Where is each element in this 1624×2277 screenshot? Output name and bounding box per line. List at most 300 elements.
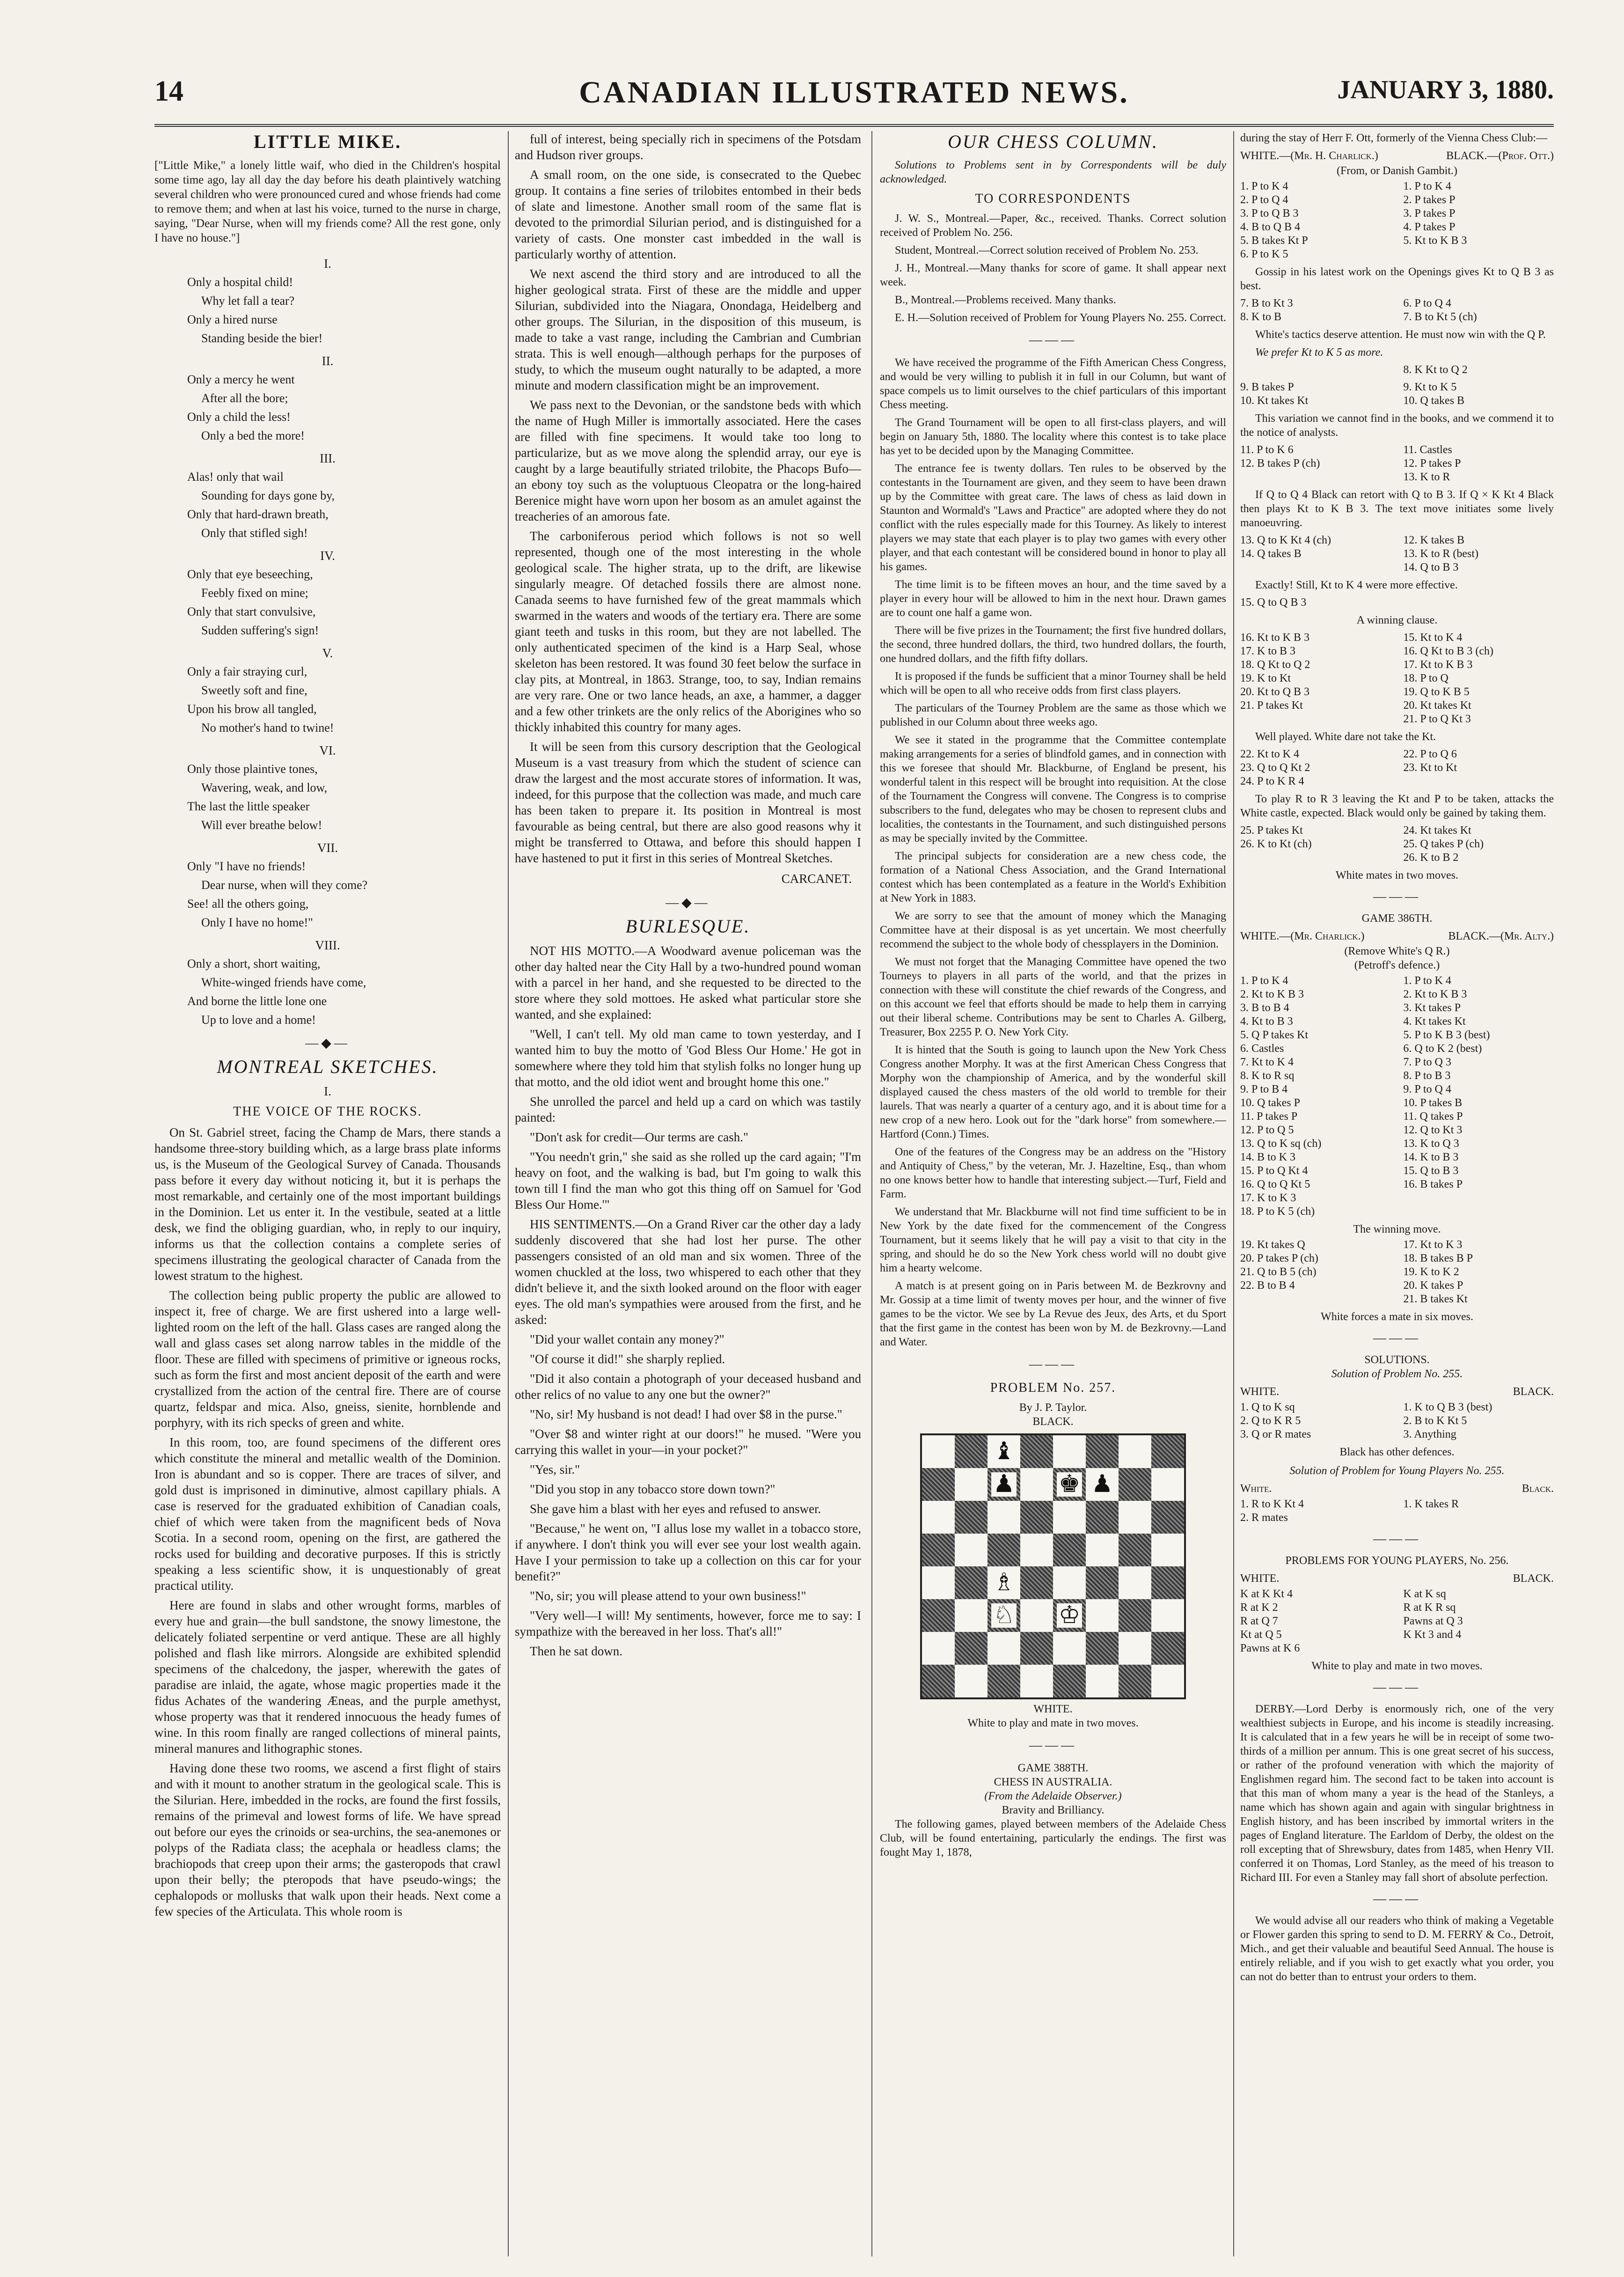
move-list xyxy=(1240,443,1554,484)
problem-author: By J. P. Taylor. xyxy=(1019,1402,1087,1414)
move: 23. Kt to Kt xyxy=(1403,762,1457,774)
black-moves xyxy=(1403,297,1554,324)
paragraph: The collection being public property the public are allowed to inspect it, free of charge. We are first ushered into a large well-lighted room on the left of the hall. Glass cases are ranged along the wall and glass cases set along narrow tables in the middle of the floor. These are filled with specimens of primitive or igneous rocks, such as form the first and most ancient deposit of the earth and were crystallized from the action of the central fire. There are of course quartz, feldspar and mica. Also, gneiss, sienite, hornblende and porphyry, with its rich specks of green and white. xyxy=(154,1288,501,1430)
move: 4. Kt takes Kt xyxy=(1403,1015,1466,1028)
solution-header xyxy=(1240,1385,1554,1399)
game-intro-continued: during the stay of Herr F. Ott, formerly of the Vienna Chess Club:— xyxy=(1240,132,1548,144)
move: 4. B to Q B 4 xyxy=(1240,221,1301,233)
board-square xyxy=(1086,1599,1119,1632)
paragraph: There will be five prizes in the Tournament; the first five hundred dollars, the second, three hundred dollars, the third, two hundred dollars, the fourth, one hundred dollars, and the fifth fifty dollars. xyxy=(880,624,1226,665)
move: 1. K takes R xyxy=(1403,1498,1459,1510)
board-square xyxy=(955,1665,988,1697)
chess-board xyxy=(920,1433,1186,1699)
poem-line: Only a hired nurse xyxy=(187,313,278,326)
poem-line: Only a fair straying curl, xyxy=(187,665,307,678)
paragraph: We see it stated in the programme that the Committee contemplate making arrangements for a series of blindfold games, and in connection with this we foresee that should Mr. Blackburne, of England be present, his wonderful talent in this respect will be brought into requisition. At the close of the Tournament the Congress will convene. The Congress is to comprise subscribers to the fund, delegates who may be chosen to represent clubs and localities, the contestants in the Tournament, and such distinguished persons as may be specially invited by the Committee. xyxy=(880,734,1226,845)
paragraph: E. H.—Solution received of Problem for Young Players No. 255. Correct. xyxy=(895,312,1226,324)
paragraph: The entrance fee is twenty dollars. Ten rules to be observed by the contestants in the Tournament are given, and they seem to have been drawn up by the Committee with great care. The laws of chess as laid down in Staunton and Wormald's "Laws and Practice" are adopted where they do not conflict with the rules especially made for this Tourney. As likely to interest players we may state that each player is to play two games with every other player, and that each contestant will be considered bound in honor to play all his games. xyxy=(880,463,1226,573)
board-square xyxy=(1020,1435,1053,1468)
paragraph: Then he sat down. xyxy=(530,1644,622,1658)
paragraph: A small room, on the one side, is consecrated to the Quebec group. It contains a fine series of trilobites entombed in their beds of slate and limestone. Another small room of the same flat is devoted to the primordial Silurian period, and is distinguished for a variety of casts. One monster cast imbedded in the wall is particularly worthy of attention. xyxy=(515,168,861,261)
paragraph: We must not forget that the Managing Committee have opened the two Tourneys to players in all parts of the world, and that the prizes in connection with these will constitute the chief rewards of the Congress, and on this account we feel that efforts should be made to help them in carrying out their liberal scheme. Contributions may be sent to Charles A. Gilberg, Treasurer, Box 2255 P. O. New York City. xyxy=(880,956,1226,1038)
move: 7. B to Kt 5 (ch) xyxy=(1403,311,1477,323)
move: Pawns at K 6 xyxy=(1240,1642,1300,1654)
column-1 xyxy=(154,131,501,2256)
ornament-divider: ——— xyxy=(1029,1738,1077,1753)
move: 8. P to B 3 xyxy=(1403,1070,1451,1082)
chess-piece-square xyxy=(988,1566,1020,1599)
move: 14. Q to B 3 xyxy=(1403,561,1459,573)
move-list xyxy=(1240,596,1554,610)
move-list xyxy=(1240,381,1554,408)
board-square xyxy=(1086,1534,1119,1566)
issue-date: JANUARY 3, 1880. xyxy=(1337,75,1554,104)
move: 2. P takes P xyxy=(1403,194,1456,206)
board-black-label: BLACK. xyxy=(1032,1416,1074,1428)
move: 12. B takes P (ch) xyxy=(1240,457,1320,470)
black-moves xyxy=(1403,824,1554,865)
chess-piece-square xyxy=(988,1435,1020,1468)
white-label: WHITE. xyxy=(1240,1386,1280,1398)
paragraph: "Because," he went on, "I allus lose my wallet in a tobacco store, if anywhere. I don't think you will ever see your lost wealth again. Have I your permission to take up a collection on this car for your benefit?" xyxy=(515,1521,861,1583)
black-moves xyxy=(1403,748,1554,788)
move: 2. Kt to K B 3 xyxy=(1403,988,1467,1000)
solution2-subtitle: Solution of Problem for Young Players No. 255. xyxy=(1289,1465,1505,1477)
poem-line: Up to love and a home! xyxy=(201,1013,316,1027)
paragraph: We are sorry to see that the amount of money which the Managing Committee have at their disposal is as yet uncertain. We most cheerfully recommend the subject to the whole body of chessplayers in the Dominion. xyxy=(880,910,1226,950)
move: 16. B takes P xyxy=(1403,1178,1463,1190)
poem-line: Only that stifled sigh! xyxy=(201,526,308,540)
paragraph: On St. Gabriel street, facing the Champ de Mars, there stands a handsome three-story building which, as a large brass plate informs us, is the Museum of the Geological Survey of Canada. Thousands pass before it every day without noticing it, but it is perhaps the most remarkable, and certainly one of the most important buildings in the Dominion. Let us enter it. In the vestibule, seated at a little desk, we find the obliging guardian, who, in reply to our inquiry, informs us that the collection contains a complete series of specimens illustrating the geological character of Canada from the lowest stratum to the highest. xyxy=(154,1125,501,1283)
ornament-divider: ——— xyxy=(1373,889,1421,904)
sketch-body xyxy=(154,1124,501,1919)
black-moves xyxy=(1403,443,1554,484)
move: K Kt 3 and 4 xyxy=(1403,1629,1462,1641)
move: 2. B to K Kt 5 xyxy=(1403,1415,1467,1427)
move: 20. Kt takes Kt xyxy=(1403,699,1471,712)
move: 12. K takes B xyxy=(1403,534,1465,546)
board-square xyxy=(1119,1632,1151,1665)
move: K at K Kt 4 xyxy=(1240,1588,1293,1600)
move: 3. Anything xyxy=(1403,1428,1456,1440)
board-square xyxy=(1119,1599,1151,1632)
board-square xyxy=(988,1632,1020,1665)
move: 12. P to Q 5 xyxy=(1240,1124,1294,1136)
game2-title: GAME 386TH. xyxy=(1361,912,1433,925)
move: 26. K to Kt (ch) xyxy=(1240,838,1312,850)
poem-line: Only that hard-drawn breath, xyxy=(187,507,329,521)
board-square xyxy=(955,1632,988,1665)
black-moves xyxy=(1403,381,1554,408)
poem-line: The last the little speaker xyxy=(187,800,310,813)
move: 14. B to K 3 xyxy=(1240,1151,1296,1163)
board-square xyxy=(1086,1501,1119,1534)
poem-line: Dear nurse, when will they come? xyxy=(201,878,368,892)
move: 7. Kt to K 4 xyxy=(1240,1056,1294,1068)
move: 24. Kt takes Kt xyxy=(1403,824,1471,837)
move: 26. K to B 2 xyxy=(1403,852,1459,864)
problem-caption: White to play and mate in two moves. xyxy=(967,1717,1139,1729)
signature: CARCANET. xyxy=(781,872,852,886)
chess-news-body xyxy=(880,356,1226,1349)
white-moves xyxy=(1240,1401,1391,1441)
board-square xyxy=(922,1468,955,1501)
game-subtitle: CHESS IN AUSTRALIA. xyxy=(994,1776,1112,1788)
board-square xyxy=(1020,1599,1053,1632)
move: 10. P takes B xyxy=(1403,1097,1463,1109)
game2-players xyxy=(1240,929,1554,943)
white-moves xyxy=(1240,1587,1391,1655)
paragraph: "Don't ask for credit—Our terms are cash." xyxy=(530,1130,749,1144)
board-square xyxy=(922,1501,955,1534)
move: 18. Q Kt to Q 2 xyxy=(1240,659,1310,671)
move: 17. K to B 3 xyxy=(1240,645,1296,657)
column-3 xyxy=(880,131,1226,2256)
move: 5. B takes Kt P xyxy=(1240,235,1308,247)
stanza-number: VII. xyxy=(317,841,338,855)
board-square xyxy=(922,1435,955,1468)
ornament-divider: ——— xyxy=(1029,333,1077,347)
move: R at K R sq xyxy=(1403,1601,1456,1614)
paragraph: We have received the programme of the Fifth American Chess Congress, and would be very willing to publish it in full in our Column, but want of space compels us to limit ourselves to the chief particulars of this important Chess meeting. xyxy=(880,357,1226,411)
sketch-body-continued xyxy=(515,131,861,866)
move: 17. Kt to K 3 xyxy=(1403,1239,1463,1251)
white-label: White. xyxy=(1240,1483,1272,1495)
white-moves xyxy=(1240,180,1391,261)
move: 6. Castles xyxy=(1240,1043,1284,1055)
move: 19. Kt takes Q xyxy=(1240,1239,1305,1251)
young-players-title: PROBLEMS FOR YOUNG PLAYERS, No. 256. xyxy=(1285,1555,1509,1567)
board-square xyxy=(1151,1665,1184,1697)
move: 8. K Kt to Q 2 xyxy=(1403,364,1468,376)
correspondents-list xyxy=(880,212,1226,325)
stanza-number: V. xyxy=(322,646,333,660)
board-square xyxy=(1020,1632,1053,1665)
white-moves xyxy=(1240,534,1391,574)
game2-result: White forces a mate in six moves. xyxy=(1321,1311,1473,1323)
chess-piece-icon: ♗ xyxy=(991,1571,1017,1595)
ornament-divider: —◆— xyxy=(666,896,710,910)
poem-title: LITTLE MIKE. xyxy=(253,131,402,152)
game-subtitle-2: Bravity and Brilliancy. xyxy=(1002,1804,1105,1816)
board-square xyxy=(955,1599,988,1632)
black-moves xyxy=(1403,1498,1554,1525)
paragraph: Having done these two rooms, we ascend a first flight of stairs and with it mount to another stratum in the geological scale. This is the Silurian. Here, imbedded in the rocks, are found the first fossils, remains of the primeval and lowest forms of life. We have spread out before our eyes the crinoids or sea-urchins, the sea-anemones or polyps of the Radiata class; the acephala or headless clams; the brachiopods that creep upon their arms; the gasteropods that crawl upon their belly; the pteropods that have pseudo-wings; the cephalopods or mollusks that walk upon their heads. Next come a few species of the Articulata. This whole room is xyxy=(154,1761,501,1918)
move: 25. Q takes P (ch) xyxy=(1403,838,1484,850)
chess-piece-icon: ♘ xyxy=(991,1603,1017,1628)
move: 2. P to Q 4 xyxy=(1240,194,1288,206)
move: 21. Q to B 5 (ch) xyxy=(1240,1266,1317,1278)
young-players-caption: White to play and mate in two moves. xyxy=(1311,1660,1483,1672)
white-moves xyxy=(1240,297,1391,324)
chess-piece-square xyxy=(988,1599,1020,1632)
black-moves xyxy=(1403,974,1554,1219)
poem-line: No mother's hand to twine! xyxy=(201,721,334,735)
move: R at Q 7 xyxy=(1240,1615,1278,1627)
move: 18. P to Q xyxy=(1403,672,1448,684)
move-list xyxy=(1240,824,1554,865)
poem-line: Feebly fixed on mine; xyxy=(201,586,308,600)
paragraph: B., Montreal.—Problems received. Many thanks. xyxy=(895,294,1116,306)
game1-opening: (From, or Danish Gambit.) xyxy=(1337,165,1457,177)
white-moves xyxy=(1240,596,1391,610)
board-square xyxy=(922,1599,955,1632)
chess-piece-icon: ♔ xyxy=(1057,1603,1083,1628)
black-moves xyxy=(1403,596,1554,610)
move: 13. Q to K sq (ch) xyxy=(1240,1138,1322,1150)
chess-piece-icon: ♝ xyxy=(991,1440,1017,1464)
game2-black-player: BLACK.—(Mr. Alty.) xyxy=(1448,930,1554,942)
board-square xyxy=(922,1665,955,1697)
poem-line: Only that start convulsive, xyxy=(187,605,316,618)
move: 15. P to Q Kt 4 xyxy=(1240,1165,1308,1177)
paragraph: The time limit is to be fifteen moves an hour, and the time saved by a player in every hour will be allowed to him in the next hour. Drawn games are to count one half a game won. xyxy=(880,579,1226,619)
move: 6. Q to K 2 (best) xyxy=(1403,1043,1482,1055)
burlesque-title: BURLESQUE. xyxy=(625,916,751,937)
move: 3. P takes P xyxy=(1403,207,1456,220)
move: 9. Kt to K 5 xyxy=(1403,381,1457,393)
board-square xyxy=(988,1665,1020,1697)
solutions-title: SOLUTIONS. xyxy=(1364,1354,1430,1366)
move: 1. R to K Kt 4 xyxy=(1240,1498,1304,1510)
move: 16. Q to Q Kt 5 xyxy=(1240,1178,1310,1190)
move: 13. K to Q 3 xyxy=(1403,1138,1459,1150)
column-divider xyxy=(871,131,872,2256)
board-square xyxy=(1119,1468,1151,1501)
black-moves xyxy=(1403,631,1554,726)
annotation: Gossip in his latest work on the Openings gives Kt to Q B 3 as best. xyxy=(1240,266,1554,292)
paragraph: "You needn't grin," she said as she rolled up the card again; "I'm heavy on foot, and the walking is bad, but I'm going to walk this town till I find the man who got this thing off on Samuel for 'God Bless Our Home.'" xyxy=(515,1150,861,1212)
paragraph: "Did you stop in any tobacco store down town?" xyxy=(530,1482,775,1496)
move: 13. K to R (best) xyxy=(1403,548,1479,560)
page-number: 14 xyxy=(154,75,183,107)
board-square xyxy=(988,1534,1020,1566)
board-square xyxy=(1151,1632,1184,1665)
move: 15. Q to B 3 xyxy=(1403,1165,1459,1177)
annotation: A winning clause. xyxy=(1356,614,1438,626)
move: 11. P to K 6 xyxy=(1240,444,1294,456)
board-square xyxy=(922,1632,955,1665)
board-square xyxy=(1020,1468,1053,1501)
chess-piece-square xyxy=(988,1468,1020,1501)
move-list xyxy=(1240,363,1554,377)
sketch-subtitle: THE VOICE OF THE ROCKS. xyxy=(233,1104,422,1119)
chess-piece-icon: ♚ xyxy=(1057,1472,1083,1497)
move: 12. Q to Kt 3 xyxy=(1403,1124,1463,1136)
paragraph: She gave him a blast with her eyes and refused to answer. xyxy=(530,1502,821,1516)
paragraph: full of interest, being specially rich in specimens of the Potsdam and Hudson river groups. xyxy=(515,132,861,162)
move: 16. Kt to K B 3 xyxy=(1240,632,1310,644)
move: 1. P to K 4 xyxy=(1403,975,1451,987)
board-square xyxy=(1053,1566,1086,1599)
poem-line: Only "I have no friends! xyxy=(187,859,306,873)
stanza-number: VIII. xyxy=(315,938,340,952)
board-square xyxy=(1053,1501,1086,1534)
paragraph: The particulars of the Tourney Problem are the same as those which we published in our Column about three weeks ago. xyxy=(880,702,1226,728)
paragraph: We understand that Mr. Blackburne will not find time sufficient to be in New York by the date fixed for the commencement of the Congress Tournament, but it seems likely that he will pay a visit to that city in the spring, and should he do so the New York chess world will no doubt give him a hearty welcome. xyxy=(880,1206,1226,1274)
paragraph: Student, Montreal.—Correct solution received of Problem No. 253. xyxy=(895,244,1199,257)
correspondents-heading: TO CORRESPONDENTS xyxy=(975,191,1131,206)
paragraph: In this room, too, are found specimens of the different ores which constitute the mineral and metallic wealth of the Dominion. Iron is abundant and so is copper. There are traces of silver, and gold dust is imprisoned in diminutive, almost capillary phials. A case is reserved for the graduated exhibition of Canadian coals, chief of which were taken from the magnificent beds of Nova Scotia. In a second room, opening on the first, are gathered the rocks used for building and decorative purposes. If this is strictly speaking a less scientific show, it is unquestionably of great practical utility. xyxy=(154,1435,501,1593)
white-label: WHITE. xyxy=(1240,1572,1280,1585)
move-list xyxy=(1240,974,1554,1219)
solution-note: Black has other defences. xyxy=(1339,1446,1455,1458)
move: 3. B to B 4 xyxy=(1240,1002,1289,1014)
white-moves xyxy=(1240,363,1391,377)
move: 1. P to K 4 xyxy=(1403,180,1451,192)
board-square xyxy=(955,1435,988,1468)
sketch-number: I. xyxy=(324,1084,331,1098)
board-square xyxy=(1119,1501,1151,1534)
move: 3. Kt takes P xyxy=(1403,1002,1461,1014)
move: 2. R mates xyxy=(1240,1512,1288,1524)
chess-piece-square xyxy=(1053,1599,1086,1632)
chess-piece-square xyxy=(1086,1468,1119,1501)
poem-stanzas xyxy=(154,256,501,1028)
move: 11. P takes P xyxy=(1240,1110,1298,1123)
game1-black-player: BLACK.—(Prof. Ott.) xyxy=(1446,150,1554,162)
annotation: To play R to R 3 leaving the Kt and P to be taken, attacks the White castle, expected. Black would only be gained by taking them. xyxy=(1240,793,1554,819)
annotation: Well played. White dare not take the Kt. xyxy=(1255,731,1436,743)
young-players-header xyxy=(1240,1572,1554,1586)
poem-line: Only a hospital child! xyxy=(187,275,293,289)
move: 2. Q to K R 5 xyxy=(1240,1415,1301,1427)
move: K at K sq xyxy=(1403,1588,1446,1600)
stanza-number: VI. xyxy=(319,743,336,757)
move: 14. K to B 3 xyxy=(1403,1151,1459,1163)
game2-defence: (Petroff's defence.) xyxy=(1354,959,1440,971)
move: 13. Q to K Kt 4 (ch) xyxy=(1240,534,1331,546)
move: 22. B to B 4 xyxy=(1240,1279,1295,1292)
paragraph: "Did it also contain a photograph of your deceased husband and other relics of no value to any one but the owner?" xyxy=(515,1372,861,1402)
poem-line: Alas! only that wail xyxy=(187,470,284,484)
game1-players xyxy=(1240,149,1554,163)
game-source: (From the Adelaide Observer.) xyxy=(984,1790,1122,1802)
move: 5. Q P takes Kt xyxy=(1240,1029,1309,1041)
move: 21. P to Q Kt 3 xyxy=(1403,713,1471,725)
white-moves xyxy=(1240,381,1391,408)
board-square xyxy=(1151,1566,1184,1599)
paragraph: "No, sir! My husband is not dead! I had over $8 in the purse." xyxy=(530,1407,842,1421)
move: 20. K takes P xyxy=(1403,1279,1463,1292)
poem-line: Only a bed the more! xyxy=(201,429,305,442)
poem-line: Only a short, short waiting, xyxy=(187,957,321,970)
board-square xyxy=(1053,1435,1086,1468)
white-moves xyxy=(1240,824,1391,865)
problem-title: PROBLEM No. 257. xyxy=(990,1381,1116,1395)
paragraph: J. H., Montreal.—Many thanks for score of game. It shall appear next week. xyxy=(880,262,1226,288)
paragraph: The carboniferous period which follows is not so well represented, though one of the most interesting in the whole geological scale. The higher strata, up to the drift, are likewise singularly meagre. Of detached fossils there are almost none. Canada seems to have furnished few of the great mammals which swarmed in the waters and woods of the tertiary era. There are some giant teeth and tusks in this room, but they are not labelled. The only authenticated specimen of the kind is a Harp Seal, whose skeleton has been restored. It was found 30 feet below the surface in clay pits, at Montreal, in 1863. Strange, too, to say, Indian remains are very rare. One or two lance heads, an axe, a hammer, a dagger and a few other trinkets are the only relics of the Aborigines who so thickly inhabited this country for many ages. xyxy=(515,529,861,734)
paragraph: One of the features of the Congress may be an address on the "History and Antiquity of Chess," by the veteran, Mr. J. Hazeltine, Esq., than whom no one knows better how to handle that interesting subject.—Turf, Field and Farm. xyxy=(880,1146,1226,1200)
board-square xyxy=(955,1534,988,1566)
board-square xyxy=(1086,1566,1119,1599)
paragraph: J. W. S., Montreal.—Paper, &c., received. Thanks. Correct solution received of Problem No. 256. xyxy=(880,213,1226,239)
move: 1. K to Q B 3 (best) xyxy=(1403,1401,1492,1413)
paragraph: The Grand Tournament will be open to all first-class players, and will begin on January 5th, 1880. The locality where this contest is to take place has yet to be decided upon by the Managing Committee. xyxy=(880,417,1226,457)
move: 11. Castles xyxy=(1403,444,1452,456)
chess-piece-icon: ♟ xyxy=(1090,1472,1115,1497)
black-moves xyxy=(1403,1401,1554,1441)
annotation: If Q to Q 4 Black can retort with Q to B 3. If Q × K Kt 4 Black then plays Kt to K B 3. The text move initiates some lively manoeuvring. xyxy=(1240,489,1554,529)
poem-headnote: ["Little Mike," a lonely little waif, who died in the Children's hospital some time ago, lay all day the day before his death plaintively watching several children who were pronounced cured and whose friends had come to remove them; and when at last his voice, turned to the nurse in charge, saying, "Dear Nurse, when will my friends come? All the rest gone, only I have no house."] xyxy=(154,159,501,244)
move-list xyxy=(1240,1401,1554,1441)
paragraph: HIS SENTIMENTS.—On a Grand River car the other day a lady suddenly discovered that she had lost her purse. The other passengers consisted of an old man and six women. Three of the women chuckled at the loss, two whispered to each other that they didn't believe it, and the sixth looked around on the floor with eager eyes. The old man's sympathies were aroused from the first, and he asked: xyxy=(515,1217,861,1327)
board-square xyxy=(1119,1665,1151,1697)
move: 6. P to K 5 xyxy=(1240,248,1288,260)
move: 10. Q takes B xyxy=(1403,395,1465,407)
annotation: This variation we cannot find in the books, and we commend it to the notice of analysts. xyxy=(1240,412,1554,439)
ornament-divider: ——— xyxy=(1373,1680,1421,1695)
board-square xyxy=(1151,1468,1184,1501)
board-square xyxy=(955,1501,988,1534)
move: 23. Q to Q Kt 2 xyxy=(1240,762,1310,774)
poem-line: And borne the little lone one xyxy=(187,994,327,1008)
board-white-label: WHITE. xyxy=(1033,1703,1073,1715)
chess-piece-square xyxy=(1053,1468,1086,1501)
move: 8. K to R sq xyxy=(1240,1070,1295,1082)
board-square xyxy=(1020,1665,1053,1697)
move: 6. P to Q 4 xyxy=(1403,297,1451,309)
move-list xyxy=(1240,1238,1554,1306)
board-square xyxy=(1020,1566,1053,1599)
board-square xyxy=(1151,1534,1184,1566)
board-square xyxy=(1119,1435,1151,1468)
poem-line: Only those plaintive tones, xyxy=(187,762,318,776)
move: 9. P to B 4 xyxy=(1240,1083,1288,1095)
solutions-note: Solutions to Problems sent in by Correspondents will be duly acknowledged. xyxy=(880,159,1226,185)
board-square xyxy=(1086,1665,1119,1697)
black-moves xyxy=(1403,363,1554,377)
board-square xyxy=(1053,1665,1086,1697)
poem-line: Wavering, weak, and low, xyxy=(201,781,328,794)
board-square xyxy=(988,1501,1020,1534)
move: 19. Q to K B 5 xyxy=(1403,686,1470,698)
annotation: The winning move. xyxy=(1353,1223,1441,1235)
move: 22. P to Q 6 xyxy=(1403,748,1457,760)
move: 17. K to K 3 xyxy=(1240,1192,1296,1204)
solution2-header xyxy=(1240,1482,1554,1496)
paragraph: "No, sir; you will please attend to your own business!" xyxy=(530,1589,806,1603)
paragraph: The principal subjects for consideration are a new chess code, the formation of a National Chess Association, and the Grand International contest which has been contemplated as a feature in the World's Exhibition at New York in 1883. xyxy=(880,850,1226,904)
chess-column-title: OUR CHESS COLUMN. xyxy=(948,131,1158,152)
poem-line: Only that eye beseeching, xyxy=(187,567,313,581)
move: Pawns at Q 3 xyxy=(1403,1615,1463,1627)
column-4 xyxy=(1240,131,1554,2256)
move: 22. Kt to K 4 xyxy=(1240,748,1299,760)
move: 16. Q Kt to B 3 (ch) xyxy=(1403,645,1494,657)
white-moves xyxy=(1240,974,1391,1219)
ornament-divider: ——— xyxy=(1373,1331,1421,1345)
white-moves xyxy=(1240,748,1391,788)
move: 1. Q to K sq xyxy=(1240,1401,1295,1413)
move: 17. Kt to K B 3 xyxy=(1403,659,1473,671)
column-divider xyxy=(508,131,509,2256)
paragraph: It is proposed if the funds be sufficient that a minor Tourney shall be held which will be open to all who receive odds from first class players. xyxy=(880,670,1226,697)
black-moves xyxy=(1403,1238,1554,1306)
move: 12. P takes P xyxy=(1403,457,1461,470)
seed-advert: We would advise all our readers who think of making a Vegetable or Flower garden this spring to send to D. M. FERRY & Co., Detroit, Mich., and get their valuable and beautiful Seed Annual. The house is entirely reliable, and if you wish to get exactly what you order, you can not do better than to entrust your orders to them. xyxy=(1240,1915,1554,1983)
board-square xyxy=(1151,1599,1184,1632)
paragraph: She unrolled the parcel and held up a card on which was tastily painted: xyxy=(515,1094,861,1124)
move: 7. B to Kt 3 xyxy=(1240,297,1293,309)
board-square xyxy=(1086,1632,1119,1665)
poem-line: Why let fall a tear? xyxy=(201,294,295,308)
move: 10. Kt takes Kt xyxy=(1240,395,1309,407)
ornament-divider: ——— xyxy=(1029,1357,1077,1372)
move: 4. Kt to B 3 xyxy=(1240,1015,1293,1028)
game1-white-player: WHITE.—(Mr. H. Charlick.) xyxy=(1240,150,1378,162)
move: 5. P to K B 3 (best) xyxy=(1403,1029,1490,1041)
